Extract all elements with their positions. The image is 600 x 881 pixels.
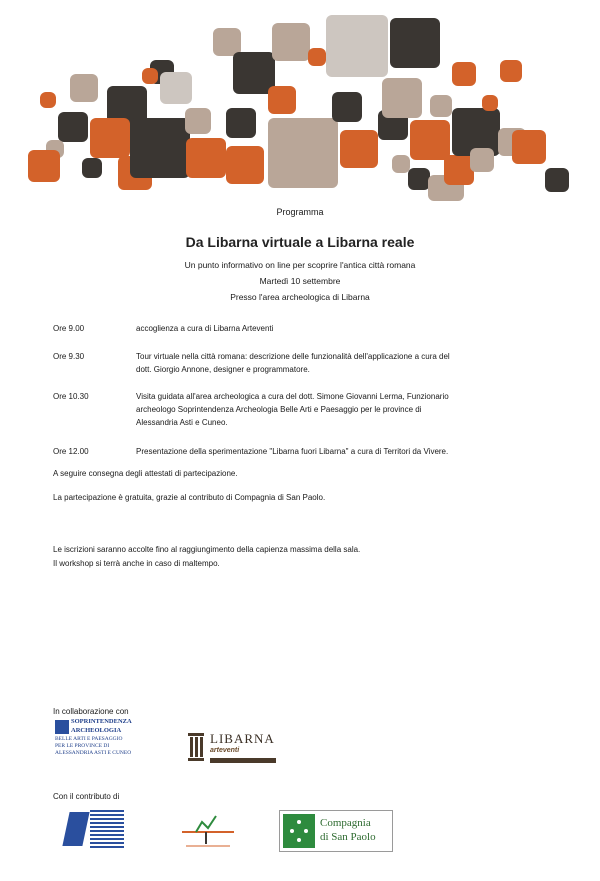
soprintendenza-logo: [55, 718, 160, 774]
soprintendenza-line: ALESSANDRIA ASTI E CUNEO: [55, 750, 132, 756]
schedule-line: archeologo Soprintendenza Archeologia Belle Arti e Paesaggio per le province di: [136, 405, 422, 414]
schedule-line: Presentazione della sperimentazione "Libarna fuori Libarna" a cura di Territori da Vivere.: [136, 447, 449, 456]
compagnia-san-paolo-logo: [279, 810, 393, 852]
event-subtitle: Un punto informativo on line per scoprire l'antica città romana: [184, 260, 416, 270]
sponsor-logo-1: [66, 806, 130, 850]
libarna-name: LIBARNA: [210, 731, 275, 746]
compagnia-line: di San Paolo: [320, 831, 376, 843]
schedule-line: Alessandria Asti e Cuneo.: [136, 418, 228, 427]
soprintendenza-line: ARCHEOLOGIA: [71, 726, 122, 734]
header-pattern: [0, 0, 600, 210]
event-location: Presso l'area archeologica di Libarna: [230, 292, 370, 302]
libarna-arteventi-logo: [186, 731, 278, 767]
soprintendenza-line: PER LE PROVINCE DI: [55, 743, 110, 749]
free-participation-note: La partecipazione è gratuita, grazie al contributo di Compagnia di San Paolo.: [53, 493, 326, 502]
tree-icon: [176, 810, 240, 850]
compagnia-line: Compagnia: [320, 817, 371, 829]
schedule-line: Visita guidata all'area archeologica a cura del dott. Simone Giovanni Lerma, Funzionario: [136, 392, 449, 401]
schedule-line: dott. Giorgio Annone, designer e programmatore.: [136, 365, 310, 374]
schedule-time: Ore 9.30: [53, 352, 85, 361]
schedule-time: Ore 9.00: [53, 324, 85, 333]
certificates-note: A seguire consegna degli attestati di partecipazione.: [53, 469, 238, 478]
sponsor-logo-2: [176, 810, 240, 850]
event-title: Da Libarna virtuale a Libarna reale: [185, 234, 415, 250]
program-label: Programma: [276, 207, 324, 217]
compagnia-emblem-icon: [283, 814, 315, 848]
collaboration-label: In collaborazione con: [53, 707, 129, 716]
schedule-time: Ore 10.30: [53, 392, 89, 401]
weather-note: Il workshop si terrà anche in caso di maltempo.: [53, 559, 220, 568]
schedule-time: Ore 12.00: [53, 447, 89, 456]
registration-note: Le iscrizioni saranno accolte fino al raggiungimento della capienza massima della sala.: [53, 545, 361, 554]
soprintendenza-line: BELLE ARTI E PAESAGGIO: [55, 736, 123, 742]
libarna-subtitle: arteventi: [210, 747, 240, 754]
schedule-line: Tour virtuale nella città romana: descrizione delle funzionalità dell'applicazione a cura del: [136, 352, 450, 361]
event-date: Martedì 10 settembre: [259, 276, 341, 286]
schedule-line: accoglienza a cura di Libarna Arteventi: [136, 324, 274, 333]
soprintendenza-line: SOPRINTENDENZA: [71, 718, 132, 725]
soprintendenza-emblem-icon: [55, 720, 69, 734]
libarna-underline: [210, 758, 276, 763]
contribution-label: Con il contributo di: [53, 792, 120, 801]
column-icon: [186, 733, 206, 761]
